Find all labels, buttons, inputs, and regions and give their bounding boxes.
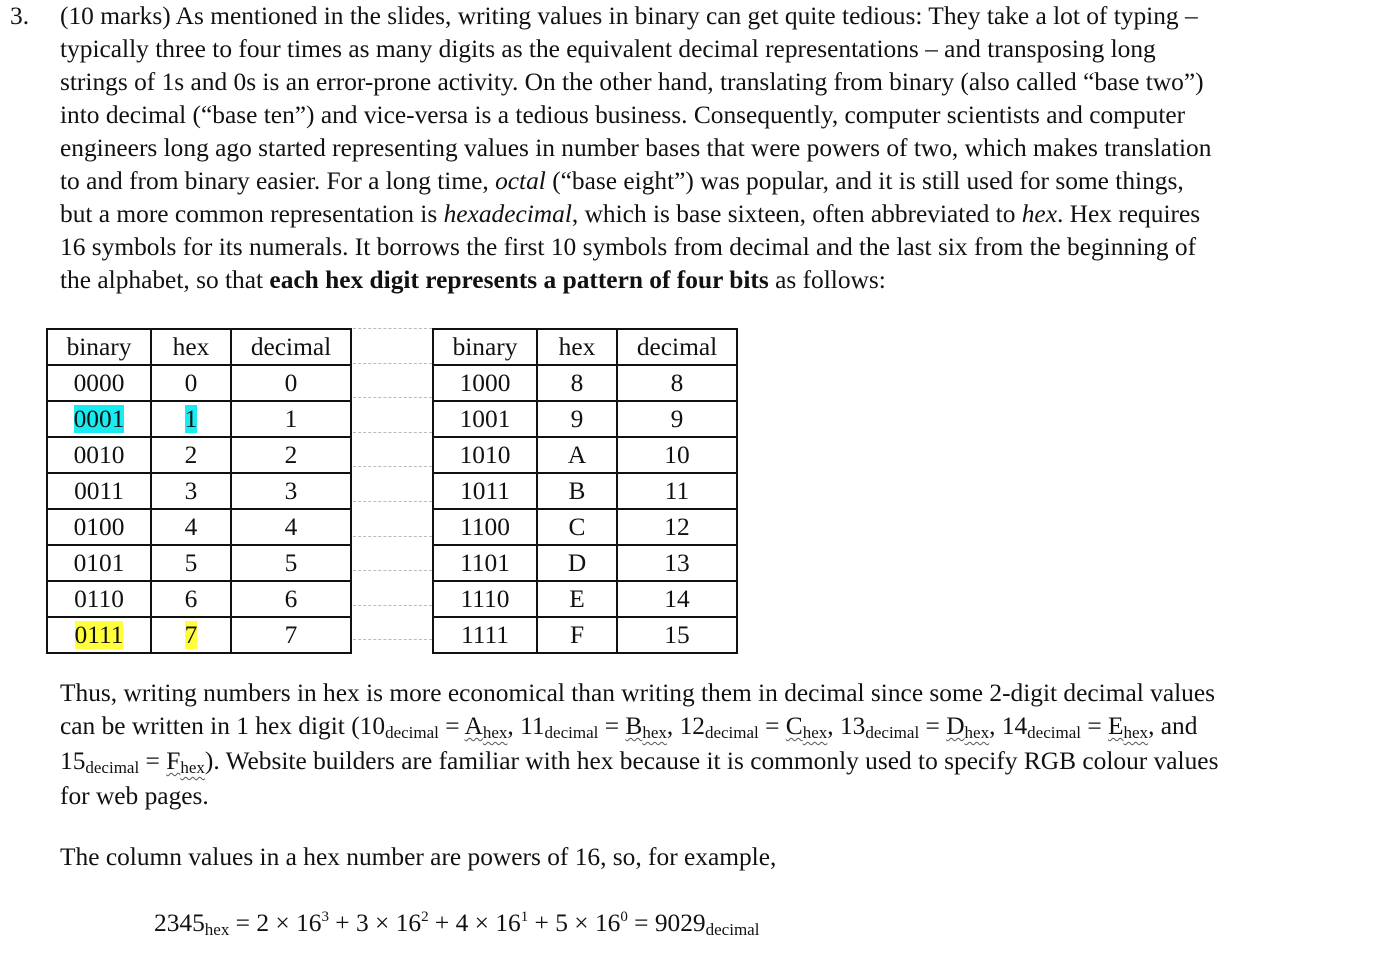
text-span: but a more common representation is: [60, 200, 444, 228]
formula-lhs-subscript: hex: [204, 920, 230, 939]
hex-cell: F: [537, 617, 617, 653]
binary-cell: 1001: [433, 401, 537, 437]
formula-coefficient: 2: [256, 909, 270, 937]
decimal-cell: 15: [617, 617, 737, 653]
formula-coefficient: 4: [455, 909, 469, 937]
decimal-subscript: decimal: [385, 723, 439, 742]
formula-lhs: 2345: [154, 909, 205, 937]
binary-cell: 0010: [47, 437, 151, 473]
binary-cell: 0000: [47, 365, 151, 401]
decimal-cell: 14: [617, 581, 737, 617]
question-marks: (10 marks): [60, 2, 171, 30]
text-span: As mentioned in the slides, writing values in binary can get quite tedious: They take a lot of typing –: [175, 2, 1198, 30]
binary-cell: 0110: [47, 581, 151, 617]
hex-letter: F: [166, 747, 181, 775]
highlighted-value: 0111: [74, 621, 124, 649]
dashed-guide: [353, 501, 432, 502]
paragraph-line: [60, 264, 1370, 297]
decimal-cell: 8: [617, 365, 737, 401]
decimal-cell: 13: [617, 545, 737, 581]
table-row: [47, 473, 351, 509]
hex-cell: D: [537, 545, 617, 581]
hex-cell: 6: [151, 581, 231, 617]
header-binary: binary: [433, 329, 537, 365]
question-number: 3.: [10, 2, 30, 30]
header-hex: hex: [537, 329, 617, 365]
hex-cell: 3: [151, 473, 231, 509]
formula-exponent: 3: [321, 909, 329, 925]
dashed-guide: [353, 432, 432, 433]
hex-letter: B: [625, 712, 643, 740]
text-span: can be written in 1 hex digit (: [60, 712, 360, 740]
decimal-subscript: decimal: [544, 723, 599, 742]
conversion-table-left: [46, 328, 352, 654]
hex-cell: E: [537, 581, 617, 617]
binary-cell: 0011: [47, 473, 151, 509]
formula-exponent: 0: [620, 909, 628, 925]
decimal-number: 15: [60, 747, 86, 775]
hex-letter: D: [946, 712, 965, 740]
table-row: [433, 581, 737, 617]
text-span: the alphabet, so that: [60, 266, 270, 294]
decimal-number: 13: [839, 712, 866, 740]
hex-cell: 8: [537, 365, 617, 401]
decimal-cell: 9: [617, 401, 737, 437]
header-decimal: decimal: [617, 329, 737, 365]
decimal-subscript: decimal: [865, 723, 920, 742]
separator: ,: [666, 712, 680, 740]
header-binary: binary: [47, 329, 151, 365]
table-header-row: [433, 329, 737, 365]
table-row: [47, 509, 351, 545]
emphasis-hexadecimal: hexadecimal: [443, 200, 572, 228]
formula-base: 16: [594, 909, 621, 937]
hex-cell: [151, 401, 231, 437]
binary-cell: [47, 401, 151, 437]
decimal-cell: 3: [231, 473, 351, 509]
hex-cell: [151, 617, 231, 653]
formula-base: 16: [296, 909, 322, 937]
decimal-subscript: decimal: [704, 723, 759, 742]
dashed-guide: [353, 536, 432, 537]
paragraph-line: typically three to four times as many digits as the equivalent decimal representations – and transposing long: [60, 35, 1156, 63]
decimal-cell: 0: [231, 365, 351, 401]
hex-cell: 0: [151, 365, 231, 401]
formula-base: 16: [495, 909, 521, 937]
formula-exponent: 2: [421, 909, 429, 925]
paragraph-line: engineers long ago started representing values in number bases that were powers of two, which makes translation: [60, 134, 1212, 162]
table-row: [47, 581, 351, 617]
decimal-cell: 5: [231, 545, 351, 581]
binary-cell: 1000: [433, 365, 537, 401]
paragraph-line: [60, 165, 1370, 198]
table-row: [433, 509, 737, 545]
table-row: [433, 401, 737, 437]
text-span: to and from binary easier. For a long time,: [60, 167, 496, 195]
decimal-cell: 11: [617, 473, 737, 509]
binary-cell: 1110: [433, 581, 537, 617]
hex-cell: B: [537, 473, 617, 509]
powers-paragraph: The column values in a hex number are powers of 16, so, for example,: [60, 843, 777, 871]
separator: ,: [507, 712, 521, 740]
decimal-cell: 12: [617, 509, 737, 545]
table-gap: [353, 328, 432, 642]
decimal-cell: 4: [231, 509, 351, 545]
table-row: [433, 437, 737, 473]
binary-cell: 1010: [433, 437, 537, 473]
text-span: , which is base sixteen, often abbreviated to: [571, 200, 1022, 228]
table-row: [47, 365, 351, 401]
dashed-guide: [353, 639, 432, 640]
decimal-cell: 7: [231, 617, 351, 653]
table-row: [47, 617, 351, 653]
formula-result-subscript: decimal: [705, 920, 760, 939]
hex-letter: E: [1108, 712, 1124, 740]
binary-cell: [47, 617, 151, 653]
dashed-guide: [353, 605, 432, 606]
dashed-guide: [353, 328, 432, 329]
table-row: [433, 545, 737, 581]
table-row: [47, 401, 351, 437]
paragraph-line: strings of 1s and 0s is an error-prone activity. On the other hand, translating from binary (also called “base two”): [60, 68, 1204, 96]
highlighted-value: 7: [184, 621, 198, 649]
text-span: (“base eight”) was popular, and it is still used for some things,: [545, 167, 1184, 195]
binary-cell: 1111: [433, 617, 537, 653]
table-row: [433, 365, 737, 401]
header-hex: hex: [151, 329, 231, 365]
decimal-number: 14: [1001, 712, 1028, 740]
paragraph-line: 16 symbols for its numerals. It borrows the first 10 symbols from decimal and the last six from the beginning of: [60, 233, 1197, 261]
decimal-cell: 10: [617, 437, 737, 473]
paragraph-line: can be written in 1 hex digit (10decimal = Ahex, 11decimal = Bhex, 12decimal = Chex, 13decimal = Dhex, 14decimal = Ehex, and: [60, 712, 1198, 742]
formula-base: 16: [395, 909, 422, 937]
hex-subscript: hex: [180, 758, 205, 777]
conversion-table-right: [432, 328, 738, 654]
table-row: [433, 473, 737, 509]
decimal-cell: 2: [231, 437, 351, 473]
hex-cell: 2: [151, 437, 231, 473]
hex-cell: 5: [151, 545, 231, 581]
decimal-number: 11: [520, 712, 545, 740]
hex-subscript: hex: [964, 723, 990, 742]
paragraph-line: into decimal (“base ten”) and vice-versa is a tedious business. Consequently, computer scientists and computer: [60, 101, 1186, 129]
paragraph-line: 15decimal = Fhex). Website builders are familiar with hex because it is commonly used to specify RGB colour values: [60, 747, 1219, 777]
decimal-number: 12: [679, 712, 705, 740]
table-row: [47, 437, 351, 473]
hex-letter: C: [785, 712, 803, 740]
dashed-guide: [353, 466, 432, 467]
decimal-cell: 1: [231, 401, 351, 437]
paragraph-line: Thus, writing numbers in hex is more economical than writing them in decimal since some 2-digit decimal values: [60, 679, 1216, 707]
text-span: . Hex requires: [1056, 200, 1201, 228]
binary-cell: 1101: [433, 545, 537, 581]
highlighted-value: 0001: [73, 405, 125, 433]
separator: ,: [989, 712, 1002, 740]
example-formula: $2345hex = 2 \times 16^3 + 3 \times 16^2 + 4 \times 16^1 + 5 \times 16^0$ = 9029decimal: [154, 909, 760, 939]
binary-cell: 0100: [47, 509, 151, 545]
economy-paragraph: [60, 677, 1380, 813]
text-span: as follows:: [768, 266, 886, 294]
table-row: [433, 617, 737, 653]
hex-subscript: hex: [482, 723, 508, 742]
emphasis-hex: hex: [1021, 200, 1057, 228]
dashed-guide: [353, 363, 432, 364]
bold-statement: each hex digit represents a pattern of four bits: [269, 266, 769, 294]
header-decimal: decimal: [231, 329, 351, 365]
hex-subscript: hex: [802, 723, 828, 742]
binary-cell: 1100: [433, 509, 537, 545]
table-header-row: [47, 329, 351, 365]
paragraph-line: [60, 198, 1370, 231]
text-span: ). Website builders are familiar with hex because it is commonly used to specify RGB colour values: [204, 747, 1219, 775]
highlighted-value: 1: [184, 405, 198, 433]
decimal-number: 10: [359, 712, 386, 740]
table-row: [47, 545, 351, 581]
hex-cell: C: [537, 509, 617, 545]
decimal-cell: 6: [231, 581, 351, 617]
dashed-guide: [353, 397, 432, 398]
paragraph-line: [60, 0, 1370, 33]
separator: ,: [827, 712, 840, 740]
binary-cell: 1011: [433, 473, 537, 509]
decimal-subscript: decimal: [85, 758, 140, 777]
dashed-guide: [353, 570, 432, 571]
formula-exponent: 1: [520, 909, 529, 925]
formula-result: 9029: [654, 909, 706, 937]
hex-cell: 4: [151, 509, 231, 545]
formula-coefficient: 3: [355, 909, 369, 937]
decimal-subscript: decimal: [1027, 723, 1081, 742]
separator: , and: [1148, 712, 1198, 740]
hex-cell: A: [537, 437, 617, 473]
hex-subscript: hex: [1123, 723, 1149, 742]
formula-coefficient: 5: [555, 909, 568, 937]
hex-subscript: hex: [642, 723, 667, 742]
paragraph-line: for web pages.: [60, 782, 209, 810]
emphasis-octal: octal: [495, 167, 546, 195]
hex-letter: A: [464, 712, 483, 740]
hex-cell: 9: [537, 401, 617, 437]
binary-cell: 0101: [47, 545, 151, 581]
question-paragraph: [60, 0, 1370, 297]
